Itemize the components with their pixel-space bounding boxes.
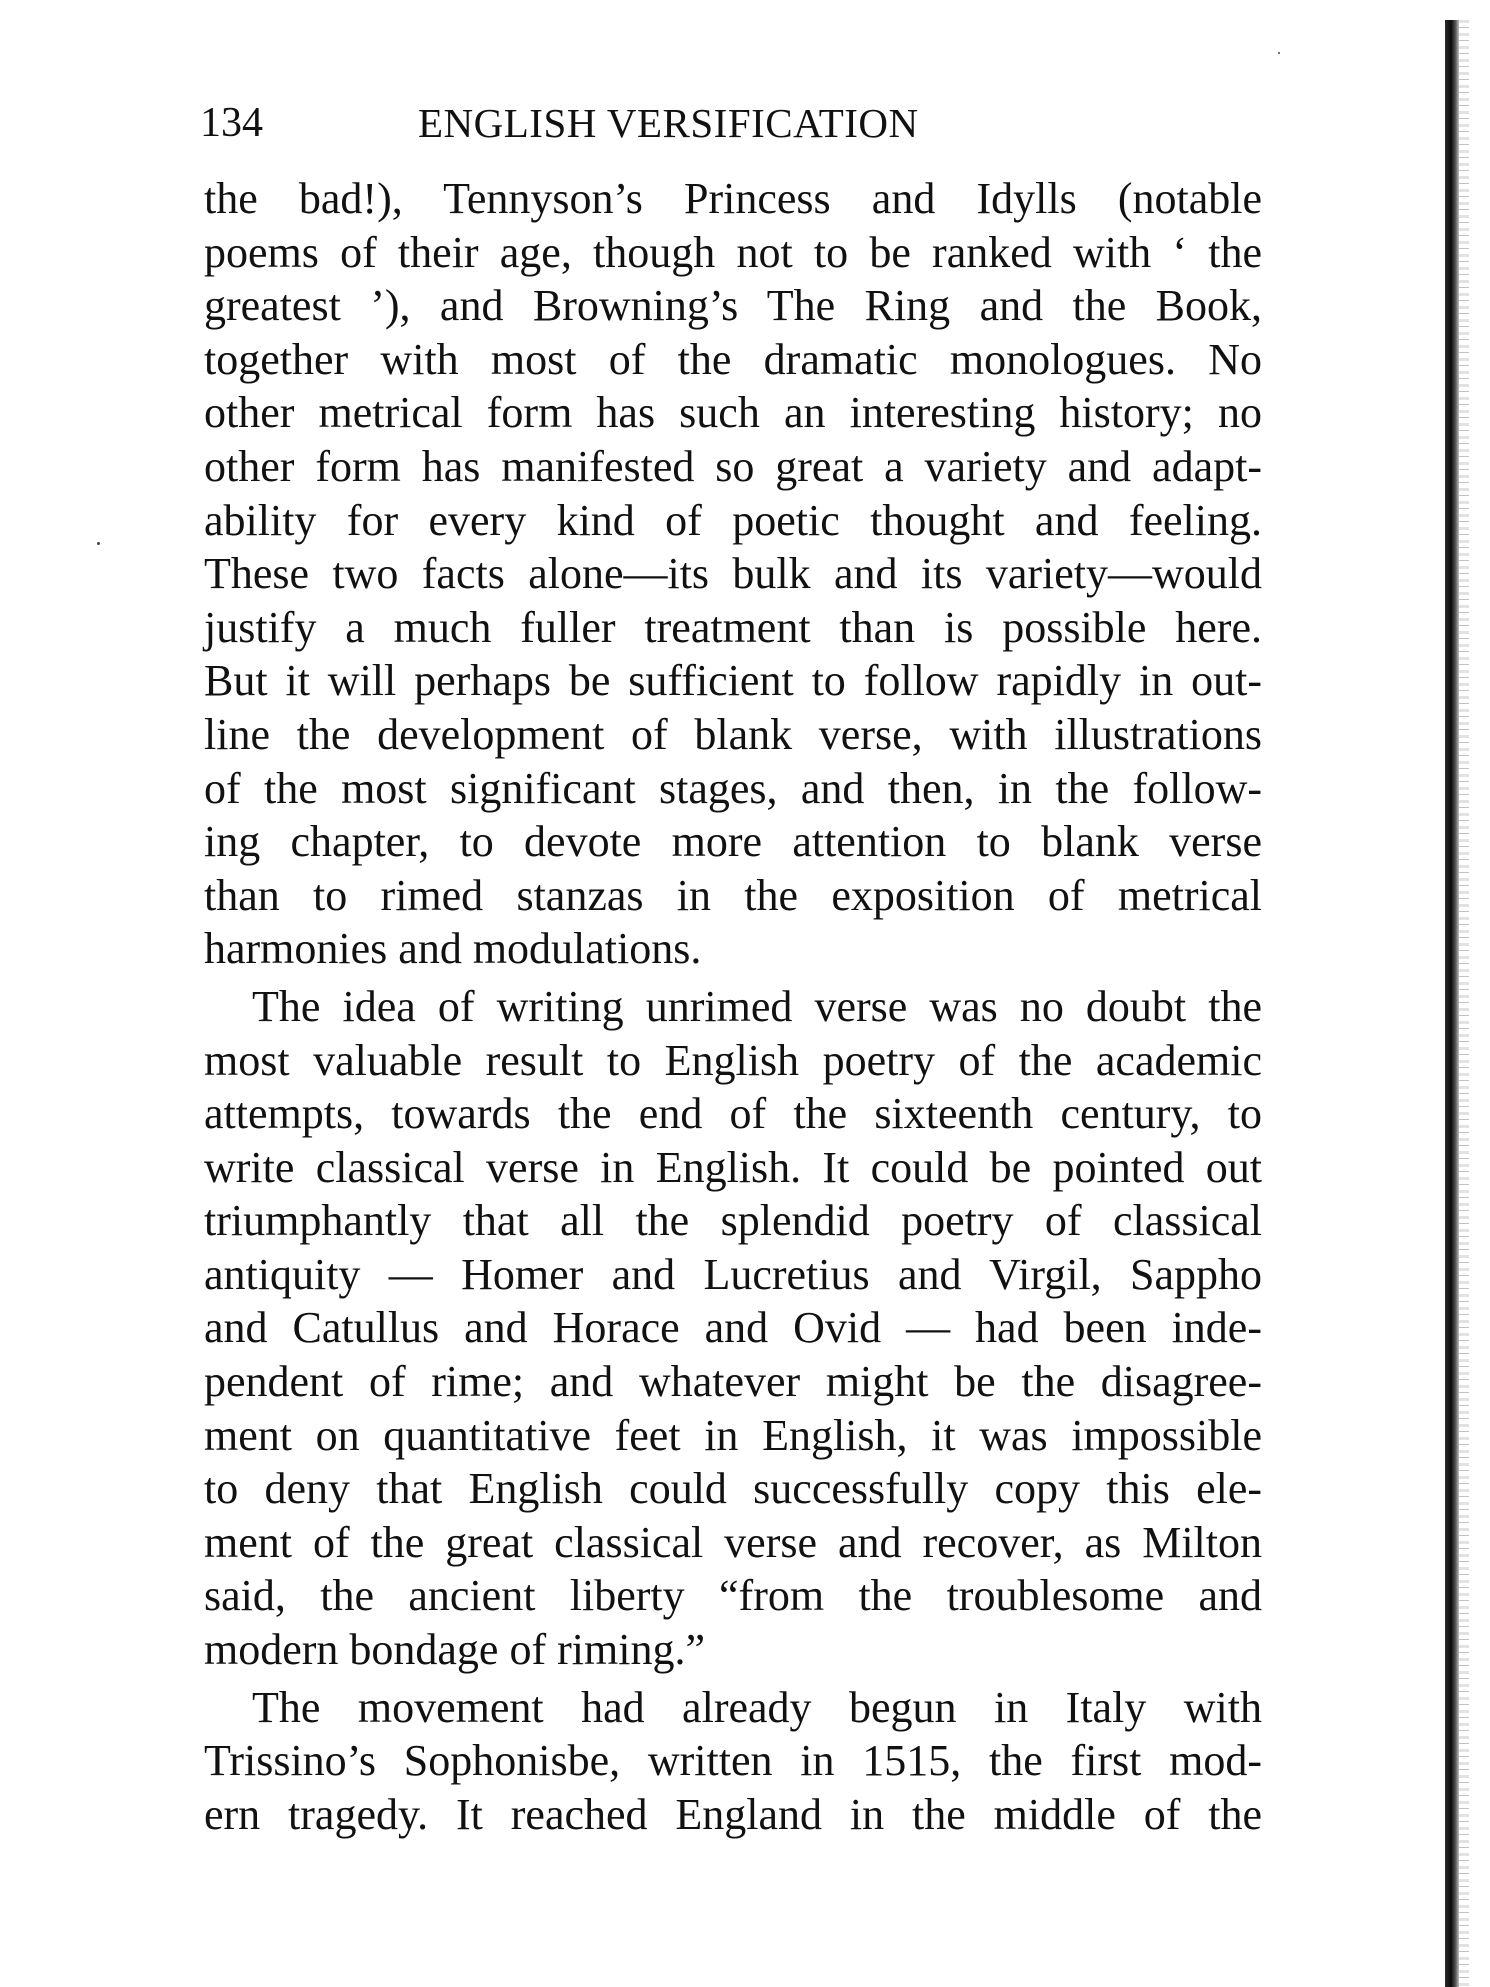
page-header (200, 95, 1260, 155)
text-line: These two facts alone—its bulk and its variety—would (204, 549, 1262, 599)
text-line: harmonies and modulations. (204, 924, 702, 974)
text-line: The movement had already begun in Italy with (252, 1682, 1262, 1732)
binding-gutter-shadow (1445, 20, 1459, 1987)
text-line: justify a much fuller treatment than is possible here. (204, 602, 1262, 652)
text-line: most valuable result to English poetry of the academic (204, 1035, 1262, 1085)
text-line: and Catullus and Horace and Ovid — had been inde- (204, 1303, 1262, 1353)
text-line: The idea of writing unrimed verse was no doubt the (252, 981, 1262, 1031)
text-line: antiquity — Homer and Lucretius and Virgil, Sappho (204, 1249, 1262, 1299)
scan-speck (1278, 52, 1280, 54)
text-line: pendent of rime; and whatever might be the disagree- (204, 1357, 1262, 1407)
text-line: ability for every kind of poetic thought and feeling. (204, 495, 1262, 545)
text-line: together with most of the dramatic monologues. No (204, 334, 1262, 384)
text-line: write classical verse in English. It could be pointed out (204, 1142, 1262, 1192)
text-line: to deny that English could successfully copy this ele- (204, 1464, 1262, 1514)
text-line: other form has manifested so great a variety and adapt- (204, 441, 1262, 491)
text-line: line the development of blank verse, with illustrations (204, 709, 1262, 759)
text-line: Trissino’s Sophonisbe, written in 1515, the first mod- (204, 1736, 1262, 1786)
text-line: triumphantly that all the splendid poetry of classical (204, 1196, 1262, 1246)
running-head: ENGLISH VERSIFICATION (418, 100, 919, 146)
text-line: than to rimed stanzas in the exposition of metrical (204, 870, 1262, 920)
body-text (204, 172, 1262, 1841)
binding-gutter-edge (1459, 20, 1469, 1987)
scan-speck (97, 542, 100, 545)
text-line: ment on quantitative feet in English, it was impossible (204, 1410, 1262, 1460)
paragraph (204, 172, 1262, 976)
text-line: said, the ancient liberty “from the troublesome and (204, 1571, 1262, 1621)
text-line: But it will perhaps be sufficient to follow rapidly in out- (204, 656, 1262, 706)
text-line: ment of the great classical verse and recover, as Milton (204, 1517, 1262, 1567)
text-line: poems of their age, though not to be ranked with ‘ the (204, 227, 1262, 277)
text-line: modern bondage of riming.” (204, 1625, 705, 1675)
text-line: other metrical form has such an interesting history; no (204, 388, 1262, 438)
text-line: attempts, towards the end of the sixteenth century, to (204, 1089, 1262, 1139)
page-number: 134 (200, 100, 263, 146)
text-line: greatest ’), and Browning’s The Ring and the Book, (204, 281, 1262, 331)
text-line: the bad!), Tennyson’s Princess and Idylls (notable (204, 174, 1262, 223)
paragraph (204, 1681, 1262, 1842)
text-line: ern tragedy. It reached England in the middle of the (204, 1789, 1262, 1839)
text-line: of the most significant stages, and then, in the follow- (204, 763, 1262, 813)
text-line: ing chapter, to devote more attention to blank verse (204, 817, 1262, 867)
paragraph (204, 980, 1262, 1677)
